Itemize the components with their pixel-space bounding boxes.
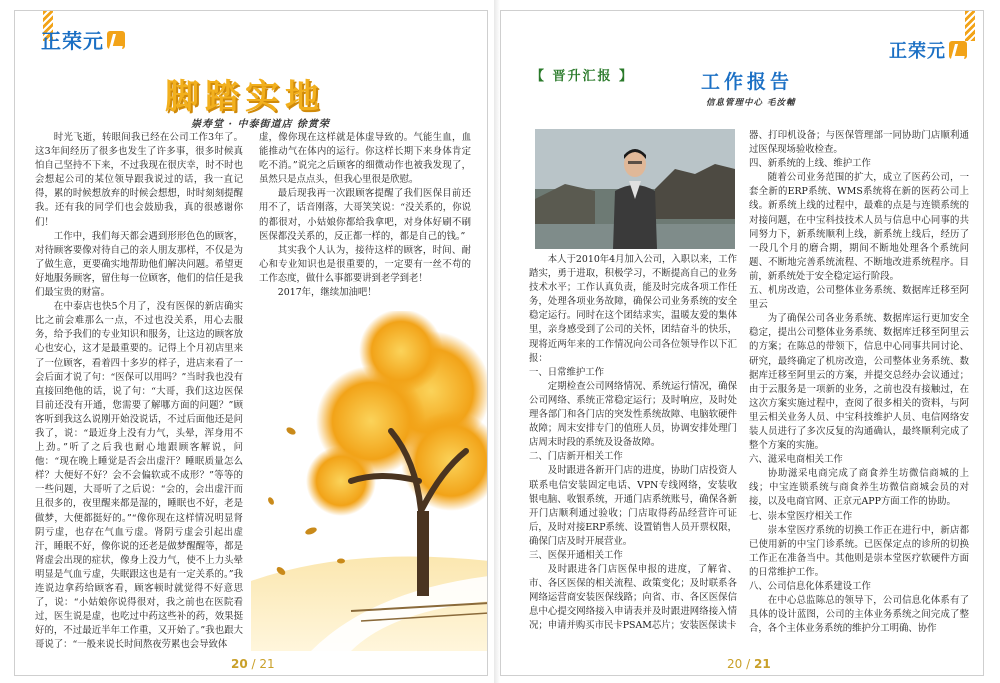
paragraph: 时光飞逝，转眼间我已经在公司工作3年了。这3年间经历了很多也发生了许多事，很多时候真怕自己坚持不下来，不过我现在很庆幸，时不时也会想起公司的某位领导跟我说过的话，我一直记得，累的时候想放弃的时候会想想，时时刻刻提醒我。还有我的同学们也会鼓励我，真的很感谢你们！	[35, 132, 243, 228]
paragraph: 2017年，继续加油吧！	[277, 287, 377, 299]
paragraph: 随着公司业务范围的扩大，成立了医药公司，一套全新的ERP系统、WMS系统将在新的医药公司上线。新系统上线的过程中，最难的点是与连锁系统的对接问题，在中宝科技技术人员与信息中心同事的共同努力下，新系统顺利上线，新系统上线后，经历了一段几个月的磨合期，期间不断地处理各个系统问题、不断地完善系统流程、不断地改进系统程序。目前，新系统处于安全稳定运行阶段。	[749, 172, 969, 282]
left-column-1	[35, 131, 243, 651]
author-photo	[535, 129, 735, 249]
paragraph: 崇本堂医疗系统的切换工作正在进行中，新店都已使用新的中宝门诊系统。已医保定点的诊所的切换工作正在准备当中。其他则是崇本堂医疗软硬件方面的日常维护工作。	[749, 524, 969, 578]
paragraph: 其实我个人认为，接待这样的顾客，时间、耐心和专业知识也是很重要的，一定要有一丝不苟的工作态度，做什么事都要讲到老学到老！	[259, 244, 471, 284]
paragraph: 本人于2010年4月加入公司，入职以来，工作踏实，勇于进取，积极学习，不断提高自己的业务技术水平；工作认真负责，能及时完成各项工作任务，处理各项业务故障，确保公司业务系统的安全稳定运行。同时在这个团结求实，温暖友爱的集体里，亲身感受到了公司的关怀，团结奋斗的快乐，现将近两年来的工作情况向公司各位领导作以下汇报：	[529, 254, 737, 364]
brand-logo	[41, 25, 125, 54]
paragraph: 协助滋采电商完成了商食养生坊微信商城的上线；中宝连锁系统与商食养生坊微信商城会员的对接，以及电商官网、正京元APP方面工作的协助。	[749, 468, 969, 508]
section-heading: 一、日常维护工作	[529, 366, 605, 378]
article-title: 脚踏实地	[165, 77, 325, 117]
paragraph: 器、打印机设备；与医保管理部一同协助门店顺利通过医保现场验收检查。	[749, 130, 969, 156]
page-current: 20	[231, 657, 248, 671]
brand-mark-icon	[949, 41, 967, 59]
brand-logo	[889, 37, 967, 63]
page-separator: /	[746, 657, 751, 671]
paragraph: 及时跟进各门店医保申报的进度，了解省、市、各区医保的相关流程、政策变化；及时联系各网络运营商安装医保线路；向省、市、各区医保信息中心提交网络接入申请表并及时跟进网络接入情况；申请并购买市民卡PSAM芯片；安装医保读卡	[529, 564, 737, 632]
section-heading: 四、新系统的上线、维护工作	[749, 158, 871, 170]
brand-logo-text: 正荣元	[41, 29, 104, 53]
paragraph: 在中心总监陈总的领导下，公司信息化体系有了具体的设计蓝图，公司的主体业务系统之间完成了整合，各个主体业务系统的维护分工明确、协作	[749, 595, 969, 635]
brand-logo-text: 正荣元	[889, 41, 946, 62]
paragraph: 定期检查公司网络情况、系统运行情况，确保公司网络、系统正常稳定运行；及时响应，及时处理各部门和各门店的突发性系统故障、电脑软硬件故障；周末安排专门的值班人员，协调安排处理门店周末时段的系统及设备故障。	[529, 380, 737, 449]
right-column-1	[529, 253, 737, 663]
report-title: 工作报告	[701, 71, 794, 93]
section-heading: 六、滋采电商相关工作	[749, 454, 843, 466]
page-total: 21	[259, 657, 275, 671]
paragraph: 最后现我再一次跟顾客提醒了我们医保目前还用不了，话音刚落，大哥笑笑说：“没关系的，你说的都很对，小姑娘你都给我拿吧，对身体好刷不刷医保都没关系的，反正都一样的，都是自己的钱。”	[259, 188, 471, 242]
paragraph: 为了确保公司各业务系统、数据库运行更加安全稳定，提出公司整体业务系统、数据库迁移至阿里云的方案；在陈总的带领下，信息中心同事共同讨论、研究，最终确定了机房改造，公司整体业务系统、数据库迁移至阿里云的方案，并提交总经办会议通过；由于云服务是一项新的业务，之前也没有接触过，在这次方案实施过程中，查阅了很多相关的资料，与阿里云相关业务人员、中宝科技维护人员、电信网络安装人员进行了多次反复的沟通确认，最终顺利完成了整个方案的实施。	[749, 313, 969, 452]
section-heading: 八、公司信息化体系建设工作	[749, 581, 871, 592]
article-byline: 崇寿堂 · 中泰街道店 徐赏荣	[191, 119, 330, 130]
page-current: 20	[727, 657, 743, 671]
page-total: 21	[753, 657, 771, 671]
section-heading: 二、门店新开相关工作	[529, 451, 623, 463]
right-page	[500, 10, 984, 676]
section-heading: 五、机房改造，公司整体业务系统、数据库迁移至阿里云	[749, 285, 969, 311]
brand-mark-icon	[107, 31, 125, 49]
paragraph: 在中泰店也快5个月了，没有医保的新店确实比之前会难那么一点，不过也没关系，用心去服务，给予我们的专业知识和服务，让这边的顾客放心也安心，这才是最重要的。记得上个月初店里来了一位顾客，看着四十多岁的样子，进店来看了一会后面才说了句：“医保可以用吗？”当时我也没有直接回绝他的话，说了句：“大哥，我们这边医保目前还没有开通，您需要了解哪方面的问题？”顾客听到我这么说刚开始没说话，不过后面他还是问我了，说：“最近身上没有力气，头晕，浑身用不上劲。”听了之后我也耐心地跟顾客解说，问他：“现在晚上睡觉是否会出虚汗？睡眠质量怎么样？大便好不好？会不会偏软或不成形？”等等的一些问题，大哥听了之后说：“会的，会出虚汗而且很多的，夜里醒来都是湿的，睡眠也不好，老是做梦，大便都挺好的。”“像你现在这样情况明显肾阴亏虚，也存在气血亏虚。肾阴亏虚会引起出虚汗，睡眠不好，像你说的还老是做梦醒醒等，都是肾虚会出现的症状，像身上没力气，使不上力头晕明显是气血亏虚，失眠跟这也是有一定关系的。”我连说边拿药给顾客看，顾客顿时就觉得不好意思了，说：“小姑娘你说得很对，我之前也在医院看过，医生说是虚，也吃过中药这些补的药，效果挺好的，不过最近半年工作重，又开始了。”我也跟大哥说了：“一般来说长时间熬夜劳累也会导致体	[35, 301, 243, 651]
page-number-right	[727, 657, 771, 671]
autumn-tree-illustration	[251, 311, 488, 651]
paragraph: 工作中，我们每天都会遇到形形色色的顾客，对待顾客要像对待自己的亲人朋友那样，不仅是为了做生意，更要确实地帮助他们解决问题。希望更好地服务顾客，留住每一位顾客，他们的信任是我们最宝贵的财富。	[35, 230, 243, 299]
right-column-2	[749, 129, 969, 663]
page-separator: /	[251, 657, 256, 671]
left-column-2	[259, 131, 471, 300]
page-number-left	[231, 657, 275, 671]
section-heading: 三、医保开通相关工作	[529, 549, 623, 561]
paragraph: 虚，像你现在这样就是体虚导致的。气能生血，血能推动气在体内的运行。你这样长期下来身体肯定吃不消。”说完之后顾客的细微动作也被我发现了，虽然只是点点头，但我心里很是欣慰。	[259, 132, 471, 186]
left-page	[14, 10, 488, 676]
section-tag: 【 晋升汇报 】	[531, 69, 635, 84]
section-heading: 七、崇本堂医疗相关工作	[749, 510, 853, 522]
paragraph: 及时跟进各新开门店的进度，协助门店投资人联系电信安装固定电话、VPN专线网络，安装收银电脑、收银系统，开通门店系统账号，确保各新开门店顺利通过验收；门店取得药品经营许可证后，及时对接ERP系统、设置销售人员开票权限，确保门店及时开展营业。	[529, 465, 737, 547]
report-byline: 信息管理中心 毛汝輔	[706, 98, 796, 108]
